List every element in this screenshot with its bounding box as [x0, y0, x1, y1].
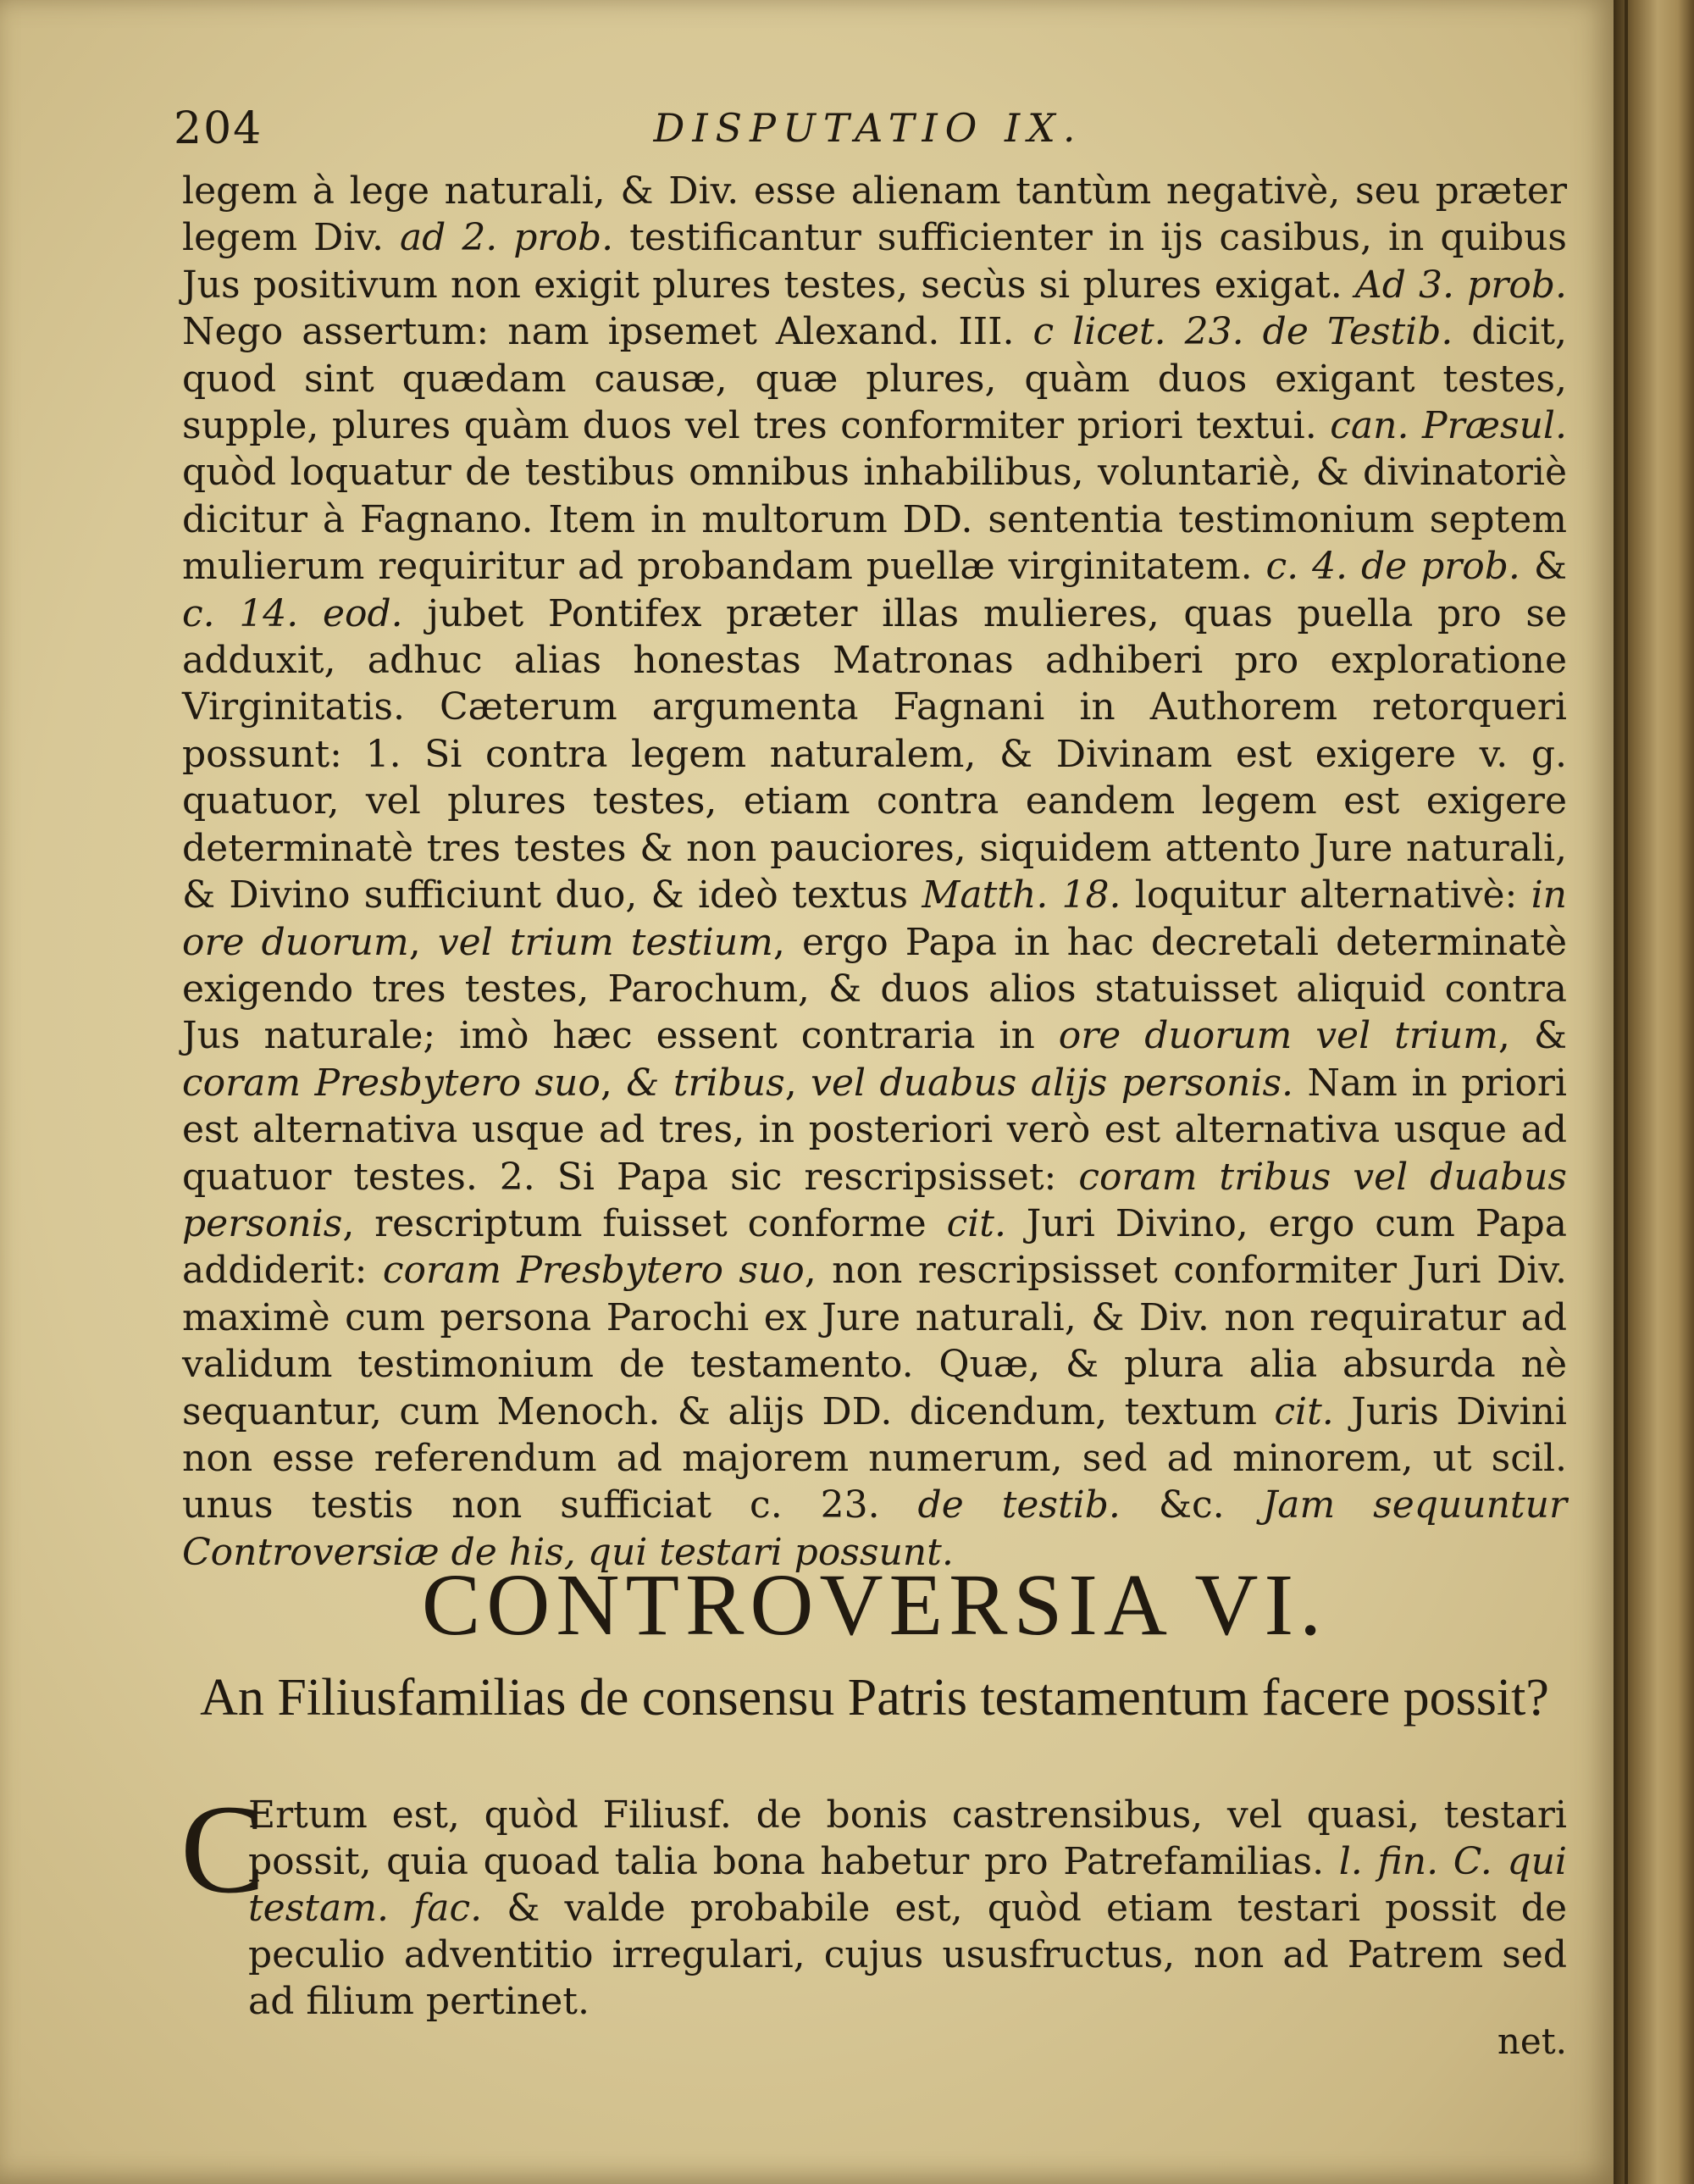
body-italic-run: c licet. 23. de Testib.	[1032, 310, 1453, 354]
page-header	[174, 103, 1563, 163]
body-italic-run: cit.	[946, 1201, 1006, 1245]
body-text-run: &c.	[1120, 1483, 1263, 1527]
body-text-run: loquitur alternativè:	[1121, 873, 1531, 917]
body-italic-run: ad 2. prob.	[399, 216, 614, 260]
body-text-run: ,	[408, 920, 438, 964]
body-italic-run: Ad 3. prob.	[1354, 263, 1567, 307]
body-italic-run: can. Præsul.	[1330, 404, 1567, 448]
controversy-question: An Filiusfamilias de consensu Patris testamentum facere possit?	[200, 1669, 1549, 1727]
controversy-title: CONTROVERSIA VI.	[421, 1556, 1328, 1654]
body-text-run: , ergo Papa in hac decretali determinatè exigendo tres testes, Parochum, & duos alios statuisset aliquid contra Jus naturale; imò hæc essent contraria in	[182, 920, 1567, 1058]
body-italic-run: de testib.	[917, 1483, 1121, 1527]
body-text-run: dicit, quod sint quædam causæ, quæ plures, quàm duos exigant testes, supple, plures quàm duos vel tres conformiter priori textui.	[182, 310, 1568, 448]
body-text-run: ,	[600, 1061, 627, 1105]
intro-text	[182, 1792, 1567, 2025]
body-text-run: ,	[784, 1061, 811, 1105]
body-italic-run: Jam sequuntur Controversiæ de his, qui testari possunt.	[182, 1483, 1567, 1574]
intro-italic-run: l. fin. C. qui testam. fac.	[248, 1840, 1567, 1930]
body-italic-run: & tribus	[626, 1061, 785, 1105]
binding-edge	[1625, 0, 1628, 2184]
intro-text-run: Ertum est, quòd Filiusf. de bonis castrensibus, vel quasi, testari possit, quia quoad talia bona habetur pro Patrefamilias.	[248, 1793, 1567, 1883]
body-text-run: Juris Divini non esse referendum ad majorem numerum, sed ad minorem, ut scil. unus testis non sufficiat c. 23.	[182, 1389, 1567, 1527]
intro-text-run: & valde probabile est, quòd etiam testari possit de peculio adventitio irregulari, cujus ususfructus, non ad Patrem sed ad filium pertinet.	[248, 1887, 1567, 2023]
body-text-run: Juri Divino, ergo cum Papa addiderit:	[182, 1201, 1567, 1293]
body-italic-run: coram Presbytero suo	[182, 1061, 601, 1105]
body-text-run: Nam in priori est alternativa usque ad tres, in posteriori verò est alternativa usque ad quatuor testes. 2. Si Papa sic rescripsisset:	[182, 1061, 1567, 1199]
body-italic-run: coram Presbytero suo	[382, 1249, 805, 1293]
drop-cap: C	[180, 1779, 266, 1920]
intro-paragraph	[182, 1792, 1567, 2025]
body-italic-run: cit.	[1274, 1389, 1334, 1433]
body-text	[182, 168, 1567, 1576]
body-text-run: quòd loquatur de testibus omnibus inhabilibus, voluntariè, & divinatoriè dicitur à Fagnano. Item in multorum DD. sententia testimonium septem mulierum requiritur ad probandam puellæ virginitatem.	[182, 451, 1567, 589]
body-italic-run: c. 14. eod.	[182, 591, 403, 635]
body-italic-run: c. 4. de prob.	[1265, 545, 1520, 589]
body-text-run: , non rescripsisset conformiter Juri Div. maximè cum persona Parochi ex Jure naturali, & Div. non requiratur ad validum testimonium de testamento. Quæ, & plura alia absurda nè sequantur, cum Menoch. & alijs DD. dicendum, textum	[182, 1249, 1567, 1433]
body-paragraph	[182, 168, 1567, 1576]
body-text-run: , &	[1497, 1014, 1567, 1058]
body-text-run: testificantur sufficienter in ijs casibus, in quibus Jus positivum non exigit plures testes, secùs si plures exigat.	[182, 216, 1568, 307]
body-italic-run: vel trium testium	[437, 920, 773, 964]
body-italic-run: ore duorum vel trium	[1058, 1014, 1498, 1058]
body-text-run: Nego assertum: nam ipsemet Alexand. III.	[182, 310, 1033, 354]
body-italic-run: Matth. 18.	[922, 873, 1121, 917]
page-number: 204	[174, 103, 263, 154]
catchword: net.	[1497, 2020, 1567, 2062]
body-text-run: legem à lege naturali, & Div. esse alienam tantùm negativè, seu præter legem Div.	[182, 169, 1567, 260]
body-italic-run: in ore duorum	[182, 873, 1567, 964]
body-text-run: , rescriptum fuisset conforme	[342, 1201, 947, 1245]
body-text-run: jubet Pontifex præter illas mulieres, quas puella pro se adduxit, adhuc alias honestas Matronas adhiberi pro exploratione Virginitatis. Cæterum argumenta Fagnani in Authorem retorqueri possunt: 1. Si contra legem naturalem, & Divinam est exigere v. g. quatuor, vel plures testes, etiam contra eandem legem est exigere determinatè tres testes & non pauciores, siquidem attento Jure naturali, & Divino sufficiunt duo, & ideò textus	[182, 591, 1567, 917]
running-head: DISPUTATIO IX.	[653, 105, 1083, 151]
body-italic-run: coram tribus vel duabus personis	[182, 1155, 1567, 1245]
body-text-run: &	[1520, 545, 1567, 589]
body-italic-run: vel duabus alijs personis.	[811, 1061, 1294, 1105]
